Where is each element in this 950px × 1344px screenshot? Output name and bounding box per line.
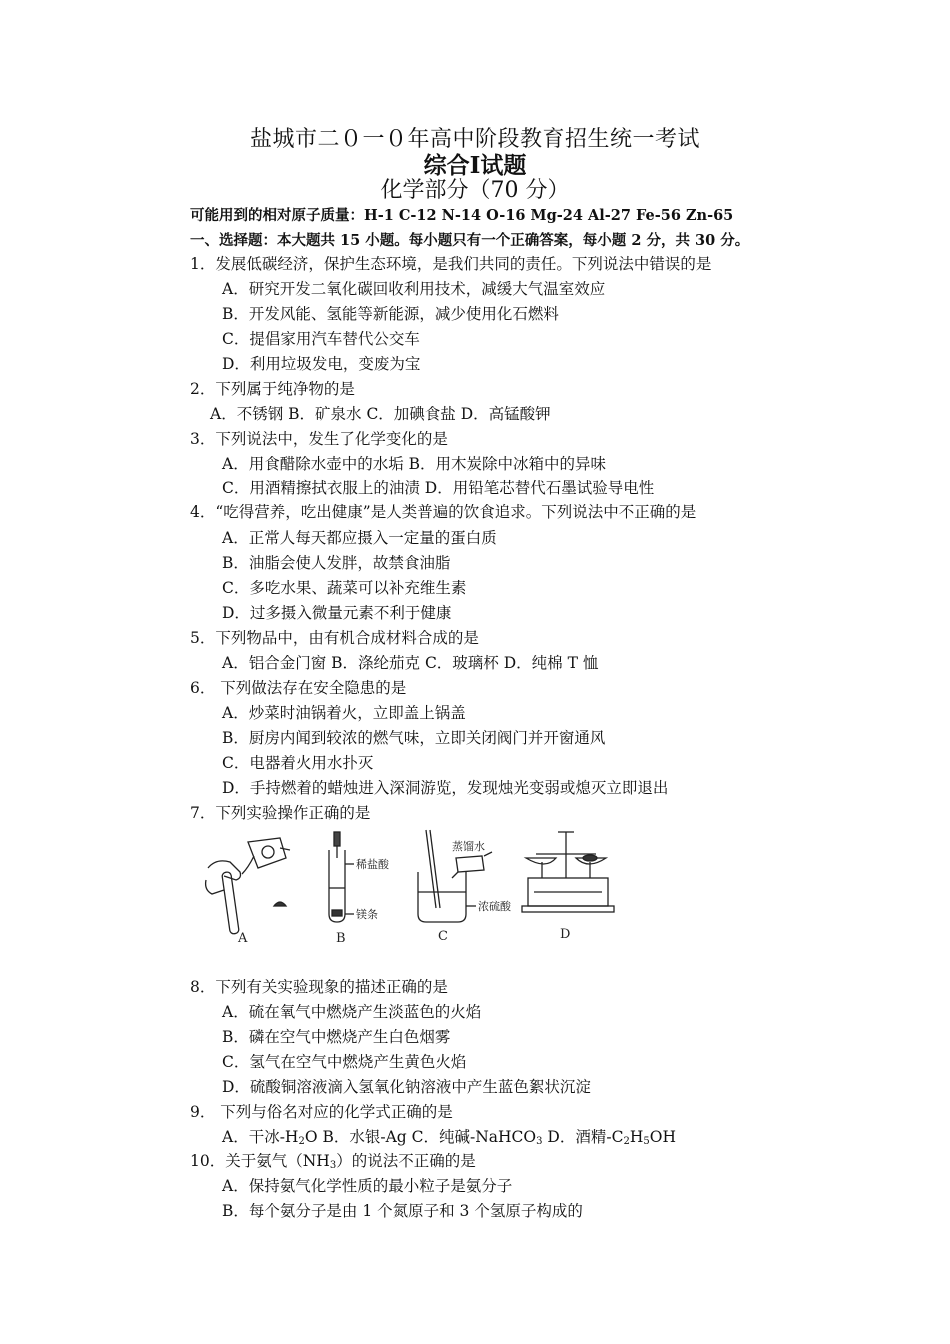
q4-option-c: C．多吃水果、蔬菜可以补充维生素 [222, 579, 467, 597]
figure-d-balance [522, 832, 614, 912]
label-conc-sulfuric-acid: 浓硫酸 [478, 900, 511, 913]
question-7: 7．下列实验操作正确的是 [190, 804, 371, 822]
q1-option-c: C．提倡家用汽车替代公交车 [222, 330, 420, 348]
label-distilled-water: 蒸馏水 [452, 840, 485, 853]
q9-subscript: 2 [623, 1136, 630, 1147]
q10-option-a: A．保持氨气化学性质的最小粒子是氨分子 [222, 1177, 513, 1195]
q10-option-b: B．每个氨分子是由 1 个氮原子和 3 个氢原子构成的 [222, 1202, 583, 1220]
exam-subtitle: 综合Ⅰ试题 [423, 152, 527, 179]
q9-subscript: 3 [536, 1136, 543, 1147]
question-10 [190, 1149, 476, 1171]
q10-text: 10．关于氨气（NH [190, 1152, 330, 1170]
question-9: 9． 下列与俗名对应的化学式正确的是 [190, 1103, 453, 1121]
q4-option-b: B．油脂会使人发胖，故禁食油脂 [222, 554, 451, 572]
q1-option-a: A．研究开发二氧化碳回收利用技术，减缓大气温室效应 [222, 280, 606, 298]
q6-option-b: B．厨房内闻到较浓的燃气味，立即关闭阀门并开窗通风 [222, 729, 606, 747]
figure-label-a: A [238, 931, 248, 946]
q9-text: H [629, 1128, 644, 1146]
question-8: 8．下列有关实验现象的描述正确的是 [190, 978, 448, 996]
q1-option-d: D．利用垃圾发电，变废为宝 [222, 355, 421, 373]
q10-subscript: 3 [329, 1160, 337, 1171]
figure-b-test-tube [329, 832, 354, 922]
q9-text: OH [649, 1128, 676, 1146]
question-5: 5．下列物品中，由有机合成材料合成的是 [190, 629, 479, 647]
q8-option-c: C．氢气在空气中燃烧产生黄色火焰 [222, 1053, 467, 1071]
q1-option-b: B．开发风能、氢能等新能源，减少使用化石燃料 [222, 305, 559, 323]
question-6: 6． 下列做法存在安全隐患的是 [190, 679, 407, 697]
label-magnesium-strip: 镁条 [356, 908, 378, 921]
q10-text: ）的说法不正确的是 [336, 1152, 476, 1170]
q6-option-c: C．电器着火用水扑灭 [222, 754, 374, 772]
q5-options: A．铝合金门窗 B．涤纶茄克 C．玻璃杯 D．纯棉 T 恤 [222, 654, 599, 672]
q8-option-d: D．硫酸铜溶液滴入氢氧化钠溶液中产生蓝色絮状沉淀 [222, 1078, 591, 1096]
q9-subscript: 5 [643, 1136, 650, 1147]
section-one-instructions: 一、选择题：本大题共 15 小题。每小题只有一个正确答案，每小题 2 分，共 30 分。 [190, 232, 750, 249]
exam-title: 盐城市二０一０年高中阶段教育招生统一考试 [249, 127, 700, 152]
section-heading: 化学部分（70 分） [380, 178, 570, 203]
q6-option-d: D．手持燃着的蜡烛进入深洞游览，发现烛光变弱或熄灭立即退出 [222, 779, 669, 797]
figure-label-b: B [336, 931, 346, 946]
figure-label-c: C [438, 929, 448, 944]
figure-a-pouring [206, 838, 290, 934]
q9-text: O B．水银-Ag C．纯碱-NaHCO [304, 1128, 537, 1146]
q3-options-cd: C．用酒精擦拭衣服上的油渍 D．用铅笔芯替代石墨试验导电性 [222, 479, 655, 497]
q4-option-a: A．正常人每天都应摄入一定量的蛋白质 [222, 529, 497, 547]
q9-subscript: 2 [298, 1136, 305, 1147]
q8-option-a: A．硫在氧气中燃烧产生淡蓝色的火焰 [222, 1003, 482, 1021]
question-4: 4．“吃得营养，吃出健康”是人类普遍的饮食追求。下列说法中不正确的是 [190, 503, 697, 521]
atomic-masses: 可能用到的相对原子质量：H-1 C-12 N-14 O-16 Mg-24 Al-27 Fe-56 Zn-65 [190, 207, 734, 224]
question-3: 3．下列说法中，发生了化学变化的是 [190, 430, 448, 448]
question-2: 2．下列属于纯净物的是 [190, 380, 355, 398]
q3-options-ab: A．用食醋除水壶中的水垢 B．用木炭除中冰箱中的异味 [222, 455, 607, 473]
figure-label-d: D [560, 927, 571, 942]
label-dilute-hcl: 稀盐酸 [356, 858, 389, 871]
q9-text: D．酒精-C [542, 1128, 624, 1146]
q9-options [222, 1125, 676, 1147]
q8-option-b: B．磷在空气中燃烧产生白色烟雾 [222, 1028, 451, 1046]
question-1: 1．发展低碳经济，保护生态环境，是我们共同的责任。下列说法中错误的是 [190, 255, 712, 273]
q4-option-d: D．过多摄入微量元素不利于健康 [222, 604, 452, 622]
q9-text: A．干冰-H [222, 1128, 299, 1146]
lab-operations-figure [196, 828, 616, 954]
q2-options: A．不锈钢 B．矿泉水 C．加碘食盐 D．高锰酸钾 [210, 405, 551, 423]
q6-option-a: A．炒菜时油锅着火，立即盖上锅盖 [222, 704, 466, 722]
